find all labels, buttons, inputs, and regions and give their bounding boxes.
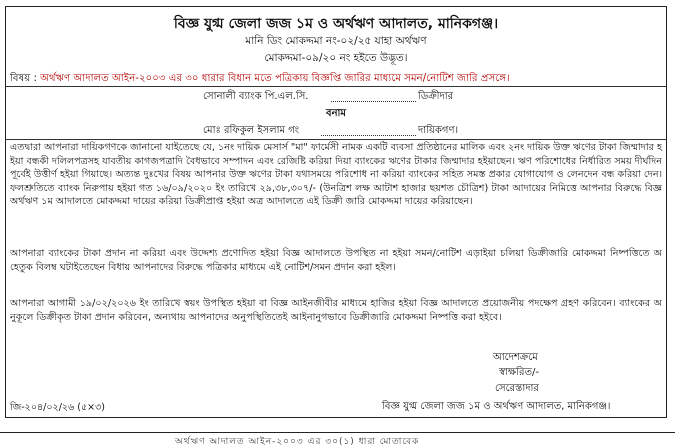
signoff-by-order: আদেশক্রমে bbox=[493, 352, 538, 363]
notice-paragraph-2: আপনারা ব্যাংকের টাকা প্রদান না করিয়া এবং উদ্দেশ্য প্রণোদিত হইয়া বিজ্ঞ আদালতে উপস্থিত না হইয়া সমন/নোটিশ এড়াইয়া চলিয়া ডিক্রীজারি মোকদ্দমা নিষ্পত্তিতে অহেতুক বিলম্ব ঘটাইতেছেন বিধায় আপনাদের বিরুদ্ধে পত্রিকার মাধ্যমে এই নোটিশ/সমন প্রদান করা হইল। bbox=[10, 248, 662, 273]
versus-label: বনাম bbox=[326, 108, 346, 119]
defendant-role: দায়িকগণ। bbox=[418, 125, 459, 136]
defendant-dotted-line bbox=[321, 135, 416, 136]
signoff-designation: সেরেস্তাদার bbox=[495, 383, 539, 394]
plaintiff-role: ডিক্রীদার bbox=[418, 91, 454, 102]
notice-paragraph-3: আপনারা আগামী ১৯/০২/২০২৬ ইং তারিখে স্বয়ং উপস্থিত হইয়া বা বিজ্ঞ আইনজীবীর মাধ্যমে হাজির হইয়া বিজ্ঞ আদালতে প্রয়োজনীয় পদক্ষেপ গ্রহণ করিবেন। ব্যাংকের অনুকূলে ডিক্রীকৃত টাকা প্রদান করিবেন, অন্যথায় আপনাদের অনুপস্থিতিতেই আইনানুগভাবে ডিক্রীজারি মোকদ্দমা নিষ্পত্তি করা হইবে। bbox=[10, 298, 662, 323]
signoff-court: বিজ্ঞ যুগ্ম জেলা জজ ১ম ও অর্থঋণ আদালত, মানিকগঞ্জ। bbox=[382, 401, 611, 412]
case-origin-line: মোকদ্দমা-০৯/২০ নং হইতে উদ্ভূত। bbox=[264, 52, 408, 64]
notice-reference: জি-২০৪/০২/২৬ (৫×৩) bbox=[10, 402, 106, 413]
next-notice-fragment: অর্থঋণ আদালত আইন-২০০৩ এর ৩০(১) ধারা মোতাবেক bbox=[175, 437, 420, 446]
court-title: বিজ্ঞ যুগ্ম জেলা জজ ১ম ও অর্থঋণ আদালত, মানিকগঞ্জ। bbox=[173, 16, 499, 32]
court-notice bbox=[5, 6, 667, 418]
plaintiff-name: সোনালী ব্যাংক পি.এল.সি. bbox=[203, 91, 309, 102]
subject-label: বিষয় : bbox=[10, 73, 37, 84]
signoff-signed: স্বাক্ষরিত/- bbox=[499, 367, 539, 378]
subject-divider bbox=[6, 86, 666, 87]
plaintiff-dotted-line bbox=[331, 101, 416, 102]
defendant-name: মোঃ রফিকুল ইসলাম গং bbox=[203, 125, 300, 136]
notice-paragraph-1: এতদ্বারা আপনারা দায়িকগণকে জানানো যাইতেছে যে, ১নং দায়িক মেসার্স "মা" ফার্মেসী নামক একটি ব্যবসা প্রতিষ্ঠানের মালিক এবং ২নং দায়িক উক্ত ঋণের টাকা জিম্মাদার হইয়া বন্ধকী দলিলপত্রসহ যাবতীয় কাগজপত্রাদি বৈধভাবে সম্পাদন এবং রেজিষ্টি করিয়া দিয়া ব্যাংকের ঋণের টাকার জিম্মাদার হইয়াছেন। ঋণ পরিশোধের নির্ধারিত সময় দীর্ঘদিন পূর্বেই উত্তীর্ণ হইয়া গিয়াছে। অত্যন্ত দুঃখের বিষয় আপনার উক্ত ঋণের টাকা যথাসময়ে পরিশোধ না করিয়া ব্যাংকের সহিত সমস্ত প্রকার যোগাযোগ ও লেনদেন বন্ধ করিয়া দেন। ফলশ্রুতিতে ব্যাংক নিরুপায় হইয়া গত ১৬/০৯/২০২০ ইং তারিখে ২৯,৩৮,৩০৭/- (উনত্রিশ লক্ষ আটাশ হাজার ছয়শত চৌত্রিশ) টাকা আদায়ের নিমিত্তে আপনার বিরুদ্ধে বিজ্ঞ অর্থঋণ ১ম আদালতে মোকদ্দমা দায়ের করিয়া ডিক্রীপ্রাপ্ত হইয়া অত্র আদালতে এই ডিক্রী জারি মোকদ্দমা দায়ের করিয়াছেন। bbox=[10, 142, 662, 208]
subject-text: অর্থঋণ আদালত আইন-২০০৩ এর ৩০ ধারার বিধান মতে পত্রিকায় বিজ্ঞপ্তি জারির মাধ্যমে সমন/নোটিশ জারি প্রসঙ্গে। bbox=[40, 73, 510, 84]
next-notice-strip bbox=[0, 432, 675, 446]
case-number-line: মানি ডিং মোকদ্দমা নং-০২/২৫ যাহা অর্থঋণ bbox=[245, 35, 427, 47]
parties-divider bbox=[6, 139, 666, 140]
